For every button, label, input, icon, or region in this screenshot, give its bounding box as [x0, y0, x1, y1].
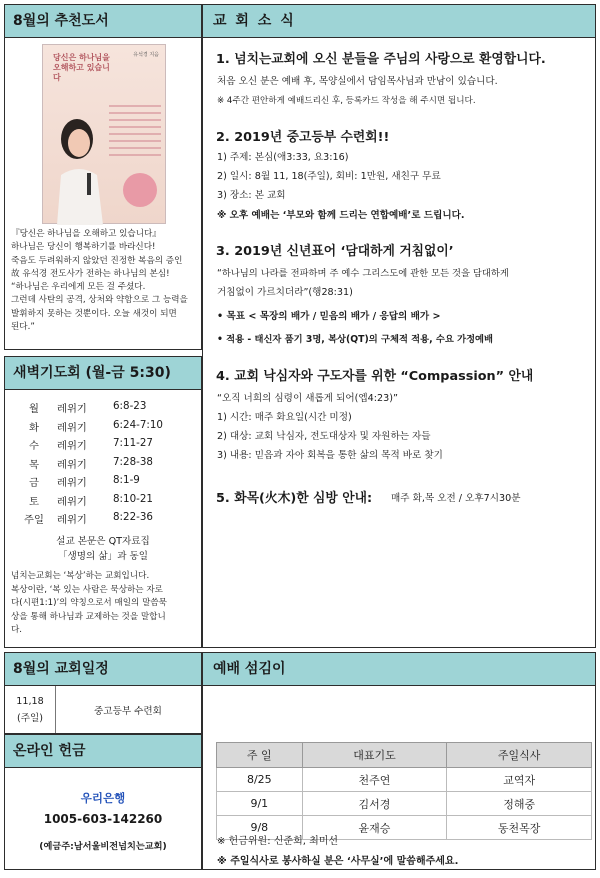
schedule-section: [4, 652, 202, 734]
table-row: [217, 792, 592, 816]
news-item-2-line: 2) 일시: 8월 11, 18(주일), 회비: 1만원, 새친구 무료: [217, 171, 441, 182]
book-description: 『당신은 하나님을 오해하고 있습니다』 하나님은 당신이 행복하기를 바라신다! 죽음도 두려워하지 않았던 진정한 복음의 증인 故 유석경 전도사가 전하는 하나님의 본심! “하나님은 우리에게 모든 걸 주셨다. 그런데 사탄의 공격, 상처와 약함으로 그 능력을 발휘하지 못하는 것뿐이다. 오늘 새것이 되면 된다.”: [11, 229, 188, 333]
offering-committee-note: ※ 헌금위원: 신준희, 최미선: [217, 836, 339, 847]
column-header: 주일식사: [447, 743, 592, 768]
news-item-1-title: 1. 넘치는교회에 오신 분들을 주님의 사랑으로 환영합니다.: [216, 52, 546, 67]
dawn-ref: 8:1-9: [113, 474, 140, 486]
table-row: [217, 768, 592, 792]
bank-name: 우리은행: [80, 791, 126, 805]
online-offering-section: [4, 734, 202, 870]
church-news-header: 교 회 소 식: [203, 5, 595, 38]
dawn-ref: 6:24-7:10: [113, 418, 163, 431]
worship-servants-section: [202, 652, 596, 870]
news-item-5-title: 5. 화목(火木)한 심방 안내:: [216, 491, 373, 506]
dawn-note-1: 설교 본문은 QT자료집: [56, 536, 150, 547]
dawn-day: 화: [29, 421, 39, 434]
book-cover-title: 당신은 하나님을 오해하고 있습니다: [53, 53, 110, 82]
boksang-paragraph: 넘치는교회는 ‘복상’하는 교회입니다. 복상이란, ‘복 있는 사람은 묵상하는 자로 다(시편1:1)’의 약칭으로서 매일의 말씀묵 상을 통해 하나님과 교제하는 것을 말합니 다.: [11, 571, 167, 635]
worship-servants-header: 예배 섬김이: [203, 653, 595, 686]
news-item-3-line: 거침없이 가르치더라”(행28:31): [217, 287, 353, 298]
dawn-day: 주일: [24, 514, 44, 526]
dawn-ref: 6:8-23: [113, 400, 147, 412]
dawn-ref: 8:22-36: [113, 511, 153, 523]
news-item-3-line: • 적용 - 태신자 품기 3명, 복상(QT)의 구체적 적용, 수요 가정예배: [217, 334, 494, 345]
cell-prayer: 김서경: [302, 792, 447, 816]
servants-table: [216, 742, 592, 840]
cell-date: 9/8: [217, 816, 303, 840]
church-news-section: [202, 4, 596, 648]
news-item-4-line: “오직 너희의 심령이 새롭게 되어(엡4:23)”: [217, 393, 398, 404]
cell-prayer: 윤재승: [302, 816, 447, 840]
dawn-prayer-section: [4, 356, 202, 648]
schedule-header: 8월의 교회일정: [5, 653, 201, 686]
news-item-1-note: ※ 4주간 편안하게 예배드리신 후, 등록카드 작성을 해 주시면 됩니다.: [217, 96, 476, 106]
news-item-4-line: 3) 내용: 믿음과 자아 회복을 통한 삶의 목적 바로 찾기: [217, 450, 443, 461]
author-photo-icon: [49, 115, 109, 225]
news-item-2-line: 1) 주제: 본심(애3:33, 요3:16): [217, 152, 349, 163]
news-item-4-line: 2) 대상: 교회 낙심자, 전도대상자 및 자원하는 자들: [217, 431, 431, 442]
news-item-3-line: • 목표 < 목장의 배가 / 믿음의 배가 / 응답의 배가 >: [217, 311, 441, 322]
book-cover-author: 유석경 지음: [133, 52, 159, 58]
cell-meal: 동천목장: [447, 816, 592, 840]
dawn-book: 레위기: [57, 440, 87, 452]
dawn-book: 레위기: [57, 458, 87, 471]
meal-volunteer-note: ※ 주일식사로 봉사하실 분은 ‘사무실’에 말씀해주세요.: [217, 856, 459, 867]
cell-meal: 정해중: [447, 792, 592, 816]
dawn-book: 레위기: [57, 495, 87, 508]
news-item-3-title: 3. 2019년 신년표어 ‘담대하게 거침없이’: [216, 244, 454, 259]
news-item-2-line: 3) 장소: 본 교회: [217, 190, 286, 201]
schedule-event: 중고등부 수련회: [94, 706, 162, 717]
dawn-book: 레위기: [57, 477, 87, 489]
online-offering-header: 온라인 헌금: [5, 735, 201, 768]
dawn-day: 월: [29, 403, 39, 415]
column-header: 대표기도: [302, 743, 447, 768]
book-section: [4, 4, 202, 350]
dawn-day: 수: [29, 440, 39, 452]
dawn-day: 금: [29, 477, 39, 489]
news-item-5-tail: 매주 화,목 오전 / 오후7시30분: [391, 493, 521, 504]
dawn-prayer-header: 새벽기도회 (월-금 5:30): [5, 357, 201, 390]
news-item-4-line: 1) 시간: 매주 화요일(시간 미정): [217, 412, 352, 423]
account-number: 1005-603-142260: [43, 812, 163, 826]
news-item-1-line: 처음 오신 분은 예배 후, 목양실에서 담임목사님과 만남이 있습니다.: [217, 76, 498, 87]
book-cover-image: [42, 44, 166, 224]
news-item-3-line: “하나님의 나라를 전파하며 주 예수 그리스도에 관한 모든 것을 담대하게: [217, 268, 509, 279]
cell-date: 9/1: [217, 792, 303, 816]
dawn-note-2: 「생명의 삶」과 동일: [57, 551, 149, 562]
column-header: 주 일: [217, 743, 303, 768]
news-item-4-title: 4. 교회 낙심자와 구도자를 위한 “Compassion” 안내: [216, 369, 534, 384]
account-holder: (예금주:남서울비전넘치는교회): [39, 841, 167, 852]
dawn-book: 레위기: [57, 514, 87, 526]
news-item-2-title: 2. 2019년 중고등부 수련회!!: [216, 130, 390, 145]
dawn-book: 레위기: [57, 421, 87, 434]
dawn-ref: 7:28-38: [113, 455, 153, 468]
schedule-date: 11,18: [16, 696, 44, 707]
book-header: 8월의 추천도서: [5, 5, 201, 38]
schedule-date-sub: (주일): [16, 713, 44, 724]
dawn-book: 레위기: [57, 403, 87, 415]
dawn-day: 목: [29, 458, 39, 471]
cell-date: 8/25: [217, 768, 303, 792]
cell-prayer: 천주연: [302, 768, 447, 792]
dawn-ref: 8:10-21: [113, 492, 153, 505]
cover-badge: [123, 173, 157, 207]
dawn-day: 토: [29, 495, 39, 508]
news-item-2-line: ※ 오후 예배는 ‘부모와 함께 드리는 연합예배’로 드립니다.: [217, 210, 465, 221]
dawn-ref: 7:11-27: [113, 437, 153, 449]
cell-meal: 교역자: [447, 768, 592, 792]
